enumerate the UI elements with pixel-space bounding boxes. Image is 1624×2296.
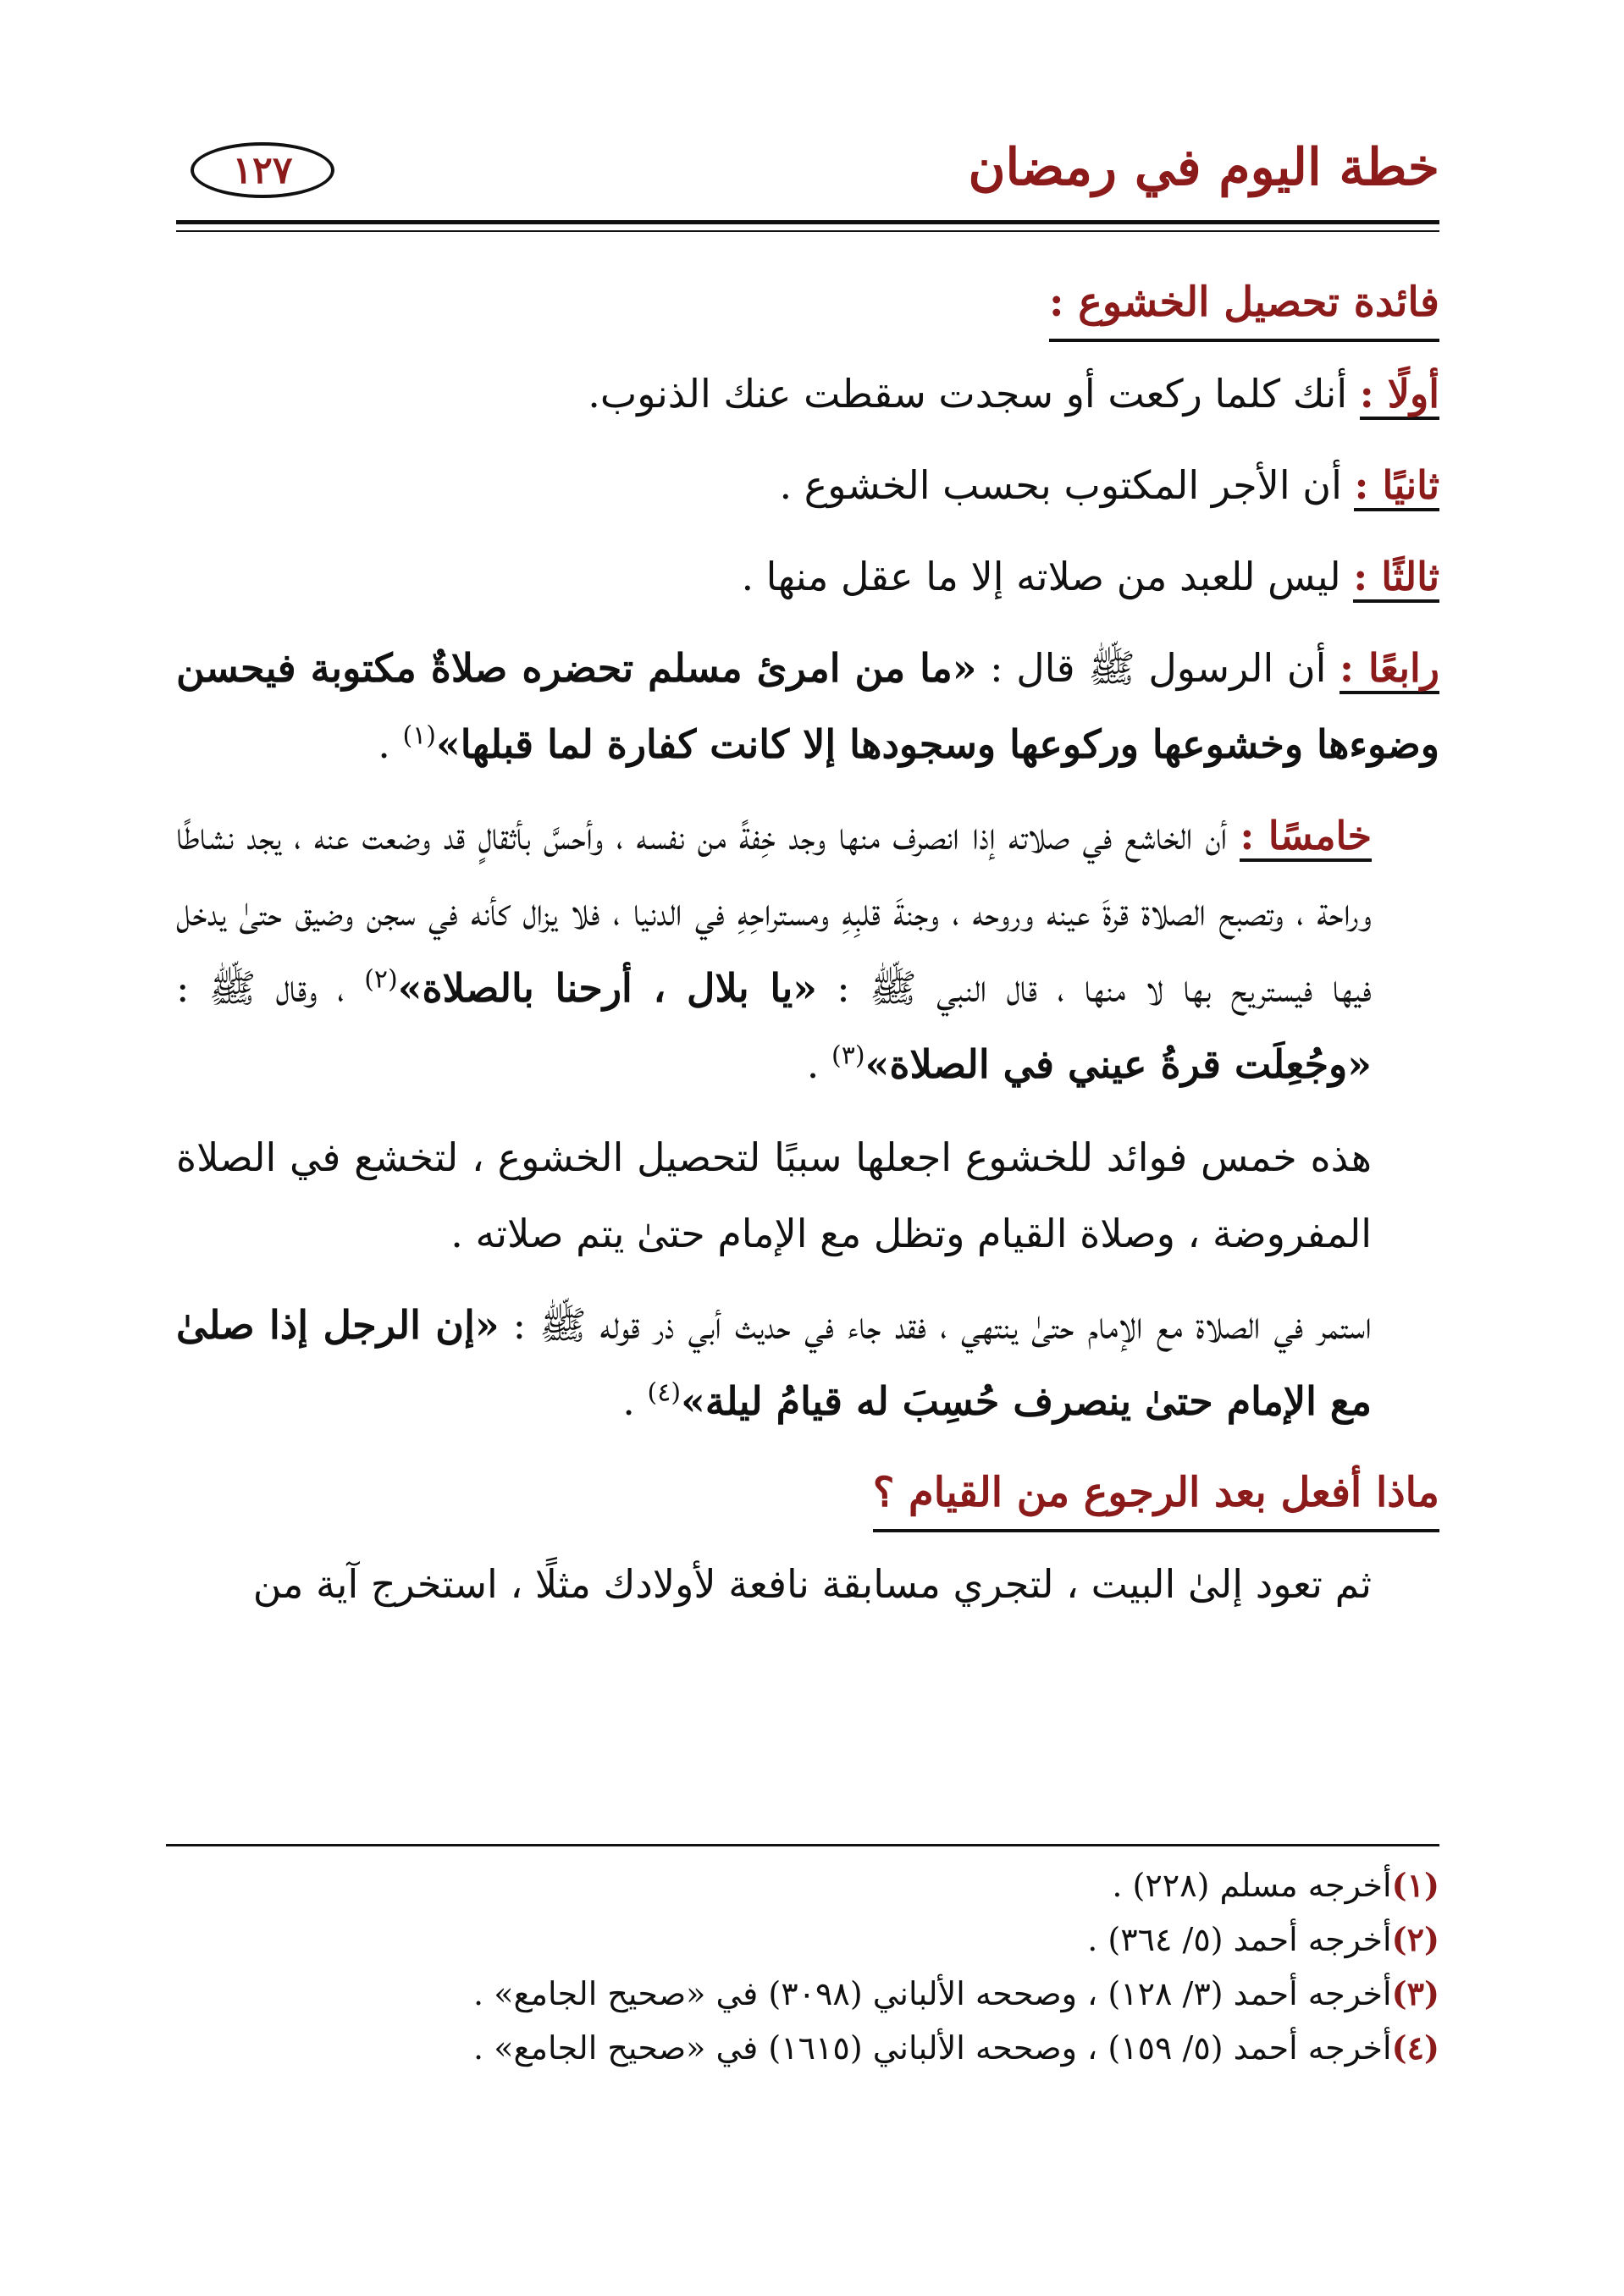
footnote-text-4: أخرجه أحمد (٥/ ١٥٩) ، وصححه الألباني (١٦١٥) في «صحيح الجامع» . — [473, 2029, 1392, 2067]
footnote-ref-4[interactable]: (٤) — [647, 1377, 682, 1408]
footnote-ref-2[interactable]: (٢) — [364, 964, 398, 995]
benefit-text-5: أن الخاشع في صلاته إذا انصرف منها وجد خِفةً من نفسه ، وأحسَّ بأثقالٍ قد وضعت عنه ، يجد نشاطًا وراحة ، وتصبح الصلاة قرةَ عينه وروحه ، وجنةَ قلبِهِ ومستراحِهِ في الدنيا ، فلا يزال كأنه في سجن وضيق حتىٰ يدخل فيها فيستريح بها لا منها ، قال النبي ﷺ : — [176, 813, 1372, 1011]
header-rule-thin — [176, 230, 1439, 232]
benefit-text-4-end: . — [378, 721, 403, 767]
hadith-quote-1: «ما من امرئ مسلم تحضره صلاةٌ مكتوبة فيحسن وضوءها وخشوعها وركوعها وسجودها إلا كانت كفارة لما قبلها» — [176, 645, 1439, 767]
benefit-label-3: ثالثًا : — [1353, 554, 1439, 603]
hadith-quote-3: «وجُعِلَت قرةُ عيني في الصلاة» — [864, 1041, 1372, 1087]
footnotes-list — [176, 1858, 1439, 2075]
page-header-title: خطة اليوم في رمضان — [968, 138, 1439, 197]
footnote-ref-1[interactable]: (١) — [402, 720, 436, 751]
hadith-quote-4: «إن الرجل إذا صلىٰ مع الإمام حتىٰ ينصرف حُسِبَ له قيامُ ليلة» — [176, 1302, 1372, 1424]
benefit-label-4: رابعًا : — [1340, 645, 1439, 694]
benefit-label-1: أولًا : — [1360, 371, 1439, 420]
benefit-text-1: أنك كلما ركعت أو سجدت سقطت عنك الذنوب. — [588, 371, 1360, 417]
benefit-text-3: ليس للعبد من صلاته إلا ما عقل منها . — [741, 554, 1354, 599]
benefit-label-2: ثانيًا : — [1354, 462, 1439, 511]
benefit-paragraph-1 — [176, 356, 1439, 432]
footnote-number-4: (٤) — [1391, 2028, 1439, 2067]
hadith-quote-2: «يا بلال ، أرحنا بالصلاة» — [397, 965, 817, 1011]
benefit-paragraph-4 — [176, 630, 1439, 782]
continue-text-end: . — [622, 1378, 648, 1424]
footnote-number-3: (٣) — [1391, 1974, 1439, 2012]
page-number-badge — [191, 142, 334, 198]
header-rule-thick — [176, 220, 1439, 224]
footnote-item-2 — [176, 1912, 1439, 1967]
continue-text: استمر في الصلاة مع الإمام حتىٰ ينتهي ، فقد جاء في حديث أبي ذر قوله ﷺ : — [499, 1302, 1372, 1348]
footnote-number-2: (٢) — [1391, 1920, 1439, 1958]
benefit-paragraph-3 — [176, 538, 1439, 615]
continue-paragraph — [176, 1287, 1439, 1439]
section-heading-after-qiyam: ماذا أفعل بعد الرجوع من القيام ؟ — [873, 1456, 1439, 1532]
benefit-text-5-mid: ، وقال ﷺ : — [176, 965, 365, 1011]
section-heading-khushu: فائدة تحصيل الخشوع : — [1049, 266, 1439, 342]
benefit-text-5-end: . — [806, 1041, 832, 1087]
footnote-item-4 — [176, 2021, 1439, 2075]
footnote-item-1 — [176, 1858, 1439, 1912]
benefit-label-5: خامسًا : — [1240, 813, 1372, 862]
summary-paragraph: هذه خمس فوائد للخشوع اجعلها سببًا لتحصيل الخشوع ، لتخشع في الصلاة المفروضة ، وصلاة القيام وتظل مع الإمام حتىٰ يتم صلاته . — [176, 1134, 1372, 1256]
footnote-number-1: (١) — [1391, 1866, 1439, 1904]
footnote-text-2: أخرجه أحمد (٥/ ٣٦٤) . — [1087, 1921, 1392, 1958]
footnote-separator — [166, 1844, 1439, 1846]
footnote-ref-3[interactable]: (٣) — [831, 1040, 865, 1071]
footnote-text-1: أخرجه مسلم (٢٢٨) . — [1112, 1867, 1392, 1904]
benefit-text-2: أن الأجر المكتوب بحسب الخشوع . — [779, 462, 1355, 508]
footnote-text-3: أخرجه أحمد (٣/ ١٢٨) ، وصححه الألباني (٣٠٩٨) في «صحيح الجامع» . — [473, 1975, 1392, 2012]
benefit-paragraph-5 — [176, 798, 1439, 1102]
benefit-paragraph-2 — [176, 447, 1439, 523]
after-qiyam-paragraph: ثم تعود إلىٰ البيت ، لتجري مسابقة نافعة لأولادك مثلًا ، استخرج آية من — [252, 1561, 1372, 1607]
benefit-text-4: أن الرسول ﷺ قال : — [976, 645, 1340, 691]
page-number: ١٢٧ — [232, 148, 293, 192]
main-content — [176, 264, 1439, 1637]
footnote-item-3 — [176, 1967, 1439, 2021]
